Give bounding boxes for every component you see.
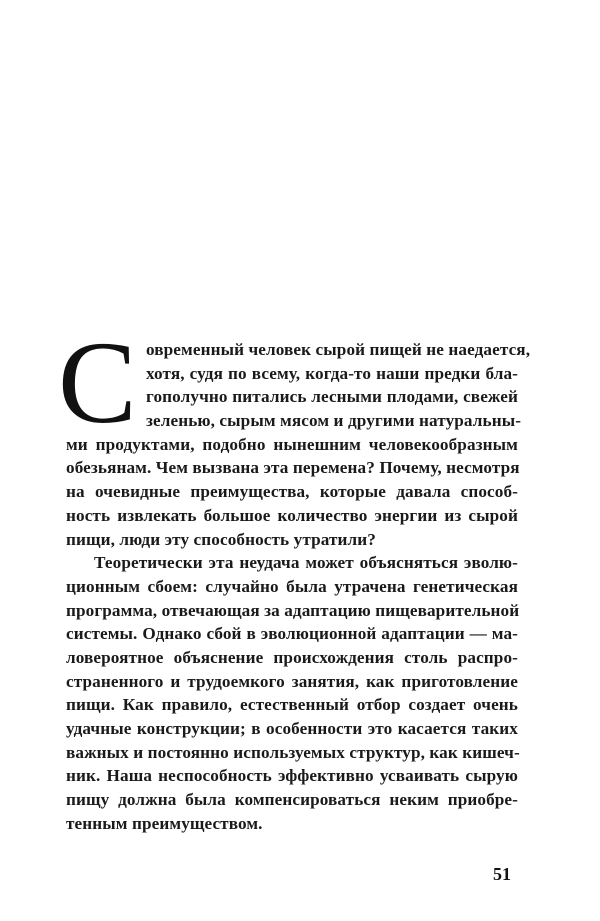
text-line: ник. Наша неспособность эффективно усваивать сырую [66, 766, 518, 786]
text-line: тенным преимуществом. [66, 813, 263, 833]
text-line: ловероятное объяснение происхождения столь распро- [66, 647, 518, 667]
text-line: зеленью, сырым мясом и другими натуральны- [146, 411, 522, 431]
text-line: хотя, судя по всему, когда-то наши предки бла- [146, 363, 518, 383]
text-line: удачные конструкции; в особенности это касается таких [66, 719, 518, 738]
drop-cap-letter: С [58, 317, 137, 448]
text-line: страненного и трудоемкого занятия, как приготовление [66, 671, 518, 691]
text-line: системы. Однако сбой в эволюционной адаптации — ма- [66, 624, 518, 644]
text-line: обезьянам. Чем вызвана эта перемена? Почему, несмотря [66, 458, 520, 478]
text-line: гополучно питались лесными плодами, свежей [146, 387, 518, 407]
paragraph-2 [66, 551, 518, 835]
chapter-text [58, 317, 531, 835]
text-line: пищи. Как правило, естественный отбор создает очень [66, 695, 518, 715]
text-line: пищу должна была компенсироваться неким приобре- [66, 790, 518, 810]
text-line: важных и постоянно используемых структур, как кишеч- [66, 742, 520, 762]
text-line: пищи, люди эту способность утратили? [66, 529, 376, 549]
page-number: 51 [493, 864, 511, 884]
text-line: на очевидные преимущества, которые давала способ- [66, 482, 518, 502]
text-line: программа, отвечающая за адаптацию пищеварительной [66, 600, 520, 620]
text-line: ми продуктами, подобно нынешним человекообразным [66, 434, 518, 454]
text-line: Теоретически эта неудача может объясняться эволю- [94, 553, 518, 573]
text-line: ность извлекать большое количество энергии из сырой [66, 505, 518, 525]
text-line: овременный человек сырой пищей не наедается, [146, 340, 531, 359]
text-line: ционным сбоем: случайно была утрачена генетическая [66, 576, 518, 596]
